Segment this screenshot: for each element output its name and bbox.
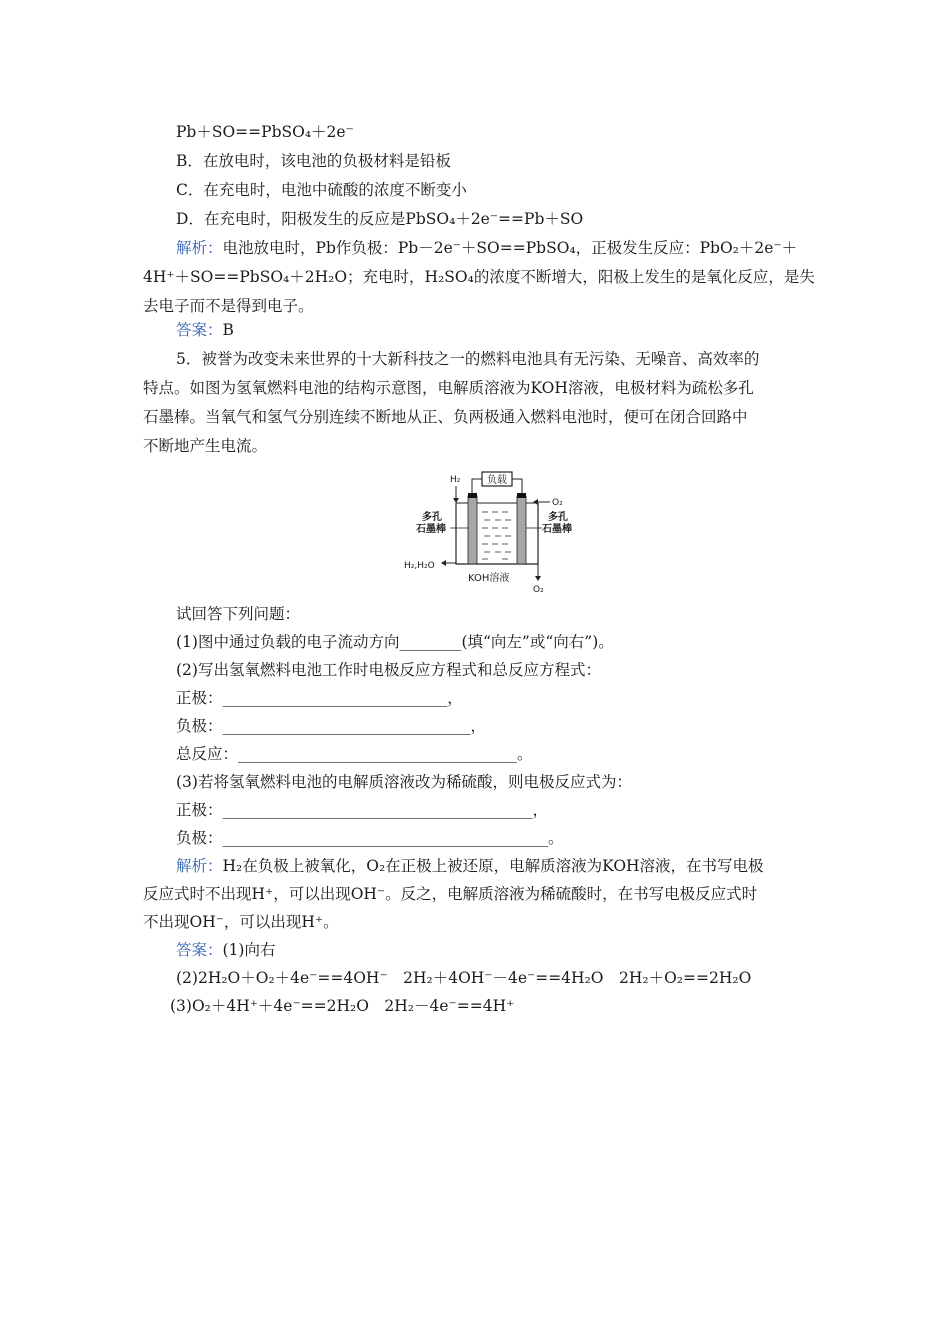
right-electrode-label-1: 多孔 — [548, 512, 568, 523]
q5-part-2-negative: 负极：________________________________， — [176, 717, 487, 735]
option-c: C．在充电时，电池中硫酸的浓度不断变小 — [176, 181, 467, 199]
right-electrode — [517, 496, 526, 564]
answer-label: 答案： — [176, 321, 223, 339]
analysis-text: 电池放电时，Pb作负极：Pb－2e⁻＋SO==PbSO₄，正极发生反应：PbO₂＋2e⁻＋ — [222, 239, 798, 257]
q5-stem-line-2: 特点。如图为氢氧燃料电池的结构示意图，电解质溶液为KOH溶液，电极材料为疏松多孔 — [143, 379, 754, 397]
q5-part-2-positive: 正极：_____________________________， — [176, 689, 463, 707]
electrolyte-label: KOH溶液 — [468, 573, 510, 584]
q5-analysis-line-3: 不出现OH⁻，可以出现H⁺。 — [143, 913, 339, 931]
q5-prompt: 试回答下列问题： — [176, 605, 301, 623]
outlet-left-arrow-icon — [441, 560, 446, 566]
o2-outlet-label: O₂ — [533, 585, 544, 594]
outlet-right-arrow-icon — [535, 576, 541, 581]
q5-part-1: (1)图中通过负载的电子流动方向________(填“向左”或“向右”)。 — [176, 633, 614, 651]
q5-answer-line-3: (3)O₂＋4H⁺＋4e⁻==2H₂O 2H₂－4e⁻==4H⁺ — [170, 997, 515, 1015]
q5-analysis-line — [176, 856, 764, 876]
q5-answer-line — [176, 940, 275, 960]
right-wire — [512, 479, 522, 494]
q5-part-3: (3)若将氢氧燃料电池的电解质溶液改为稀硫酸，则电极反应式为： — [176, 773, 632, 791]
option-d: D．在充电时，阳极发生的反应是PbSO₄＋2e⁻==Pb＋SO — [176, 210, 584, 228]
outlet-left-label: H₂,H₂O — [404, 561, 435, 571]
q5-stem-line-4: 不断地产生电流。 — [143, 437, 268, 455]
left-terminal — [468, 493, 477, 498]
analysis-label: 解析： — [176, 857, 223, 875]
equation-line: Pb＋SO==PbSO₄＋2e⁻ — [176, 123, 354, 141]
load-label: 负载 — [487, 475, 507, 486]
q5-stem-line-3: 石墨棒。当氧气和氢气分别连续不断地从正、负两极通入燃料电池时，便可在闭合回路中 — [143, 408, 748, 426]
fuel-cell-diagram — [398, 466, 594, 594]
q5-part-3-positive: 正极：________________________________________， — [176, 801, 549, 819]
h2-arrow-icon — [453, 498, 459, 503]
answer-text: (1)向右 — [222, 941, 276, 959]
analysis-label: 解析： — [176, 239, 223, 257]
q5-answer-line-2: (2)2H₂O＋O₂＋4e⁻==4OH⁻ 2H₂＋4OH⁻－4e⁻==4H₂O 2H₂＋O₂==2H₂O — [176, 969, 752, 987]
left-electrode — [468, 496, 477, 564]
q5-part-2-total: 总反应：____________________________________。 — [176, 745, 533, 763]
q4-analysis-line-2: 4H⁺＋SO==PbSO₄＋2H₂O；充电时，H₂SO₄的浓度不断增大，阳极上发生的是氧化反应，是失 — [143, 268, 815, 286]
answer-text: B — [222, 321, 234, 339]
left-electrode-label-2: 石墨棒 — [416, 524, 446, 535]
answer-label: 答案： — [176, 941, 223, 959]
left-electrode-label-1: 多孔 — [422, 512, 442, 523]
h2-inlet-label: H₂ — [450, 475, 461, 485]
electrolyte-fill — [482, 512, 511, 559]
q5-part-3-negative: 负极：__________________________________________。 — [176, 829, 564, 847]
left-wire — [472, 479, 482, 494]
right-terminal — [517, 493, 526, 498]
option-b: B．在放电时，该电池的负极材料是铅板 — [176, 152, 451, 170]
q5-analysis-line-2: 反应式时不出现H⁺，可以出现OH⁻。反之，电解质溶液为稀硫酸时，在书写电极反应式时 — [143, 885, 758, 903]
q4-answer-line — [176, 320, 234, 340]
q5-part-2: (2)写出氢氧燃料电池工作时电极反应方程式和总反应方程式： — [176, 661, 601, 679]
right-electrode-label-2: 石墨棒 — [542, 524, 572, 535]
analysis-text: H₂在负极上被氧化，O₂在正极上被还原，电解质溶液为KOH溶液，在书写电极 — [222, 857, 764, 875]
o2-inlet-label: O₂ — [552, 498, 563, 508]
q4-analysis-line-3: 去电子而不是得到电子。 — [143, 297, 314, 315]
q5-stem-line-1: 5．被誉为改变未来世界的十大新科技之一的燃料电池具有无污染、无噪音、高效率的 — [176, 350, 760, 368]
o2-arrow-icon — [533, 499, 538, 505]
q4-analysis-line — [176, 238, 797, 258]
